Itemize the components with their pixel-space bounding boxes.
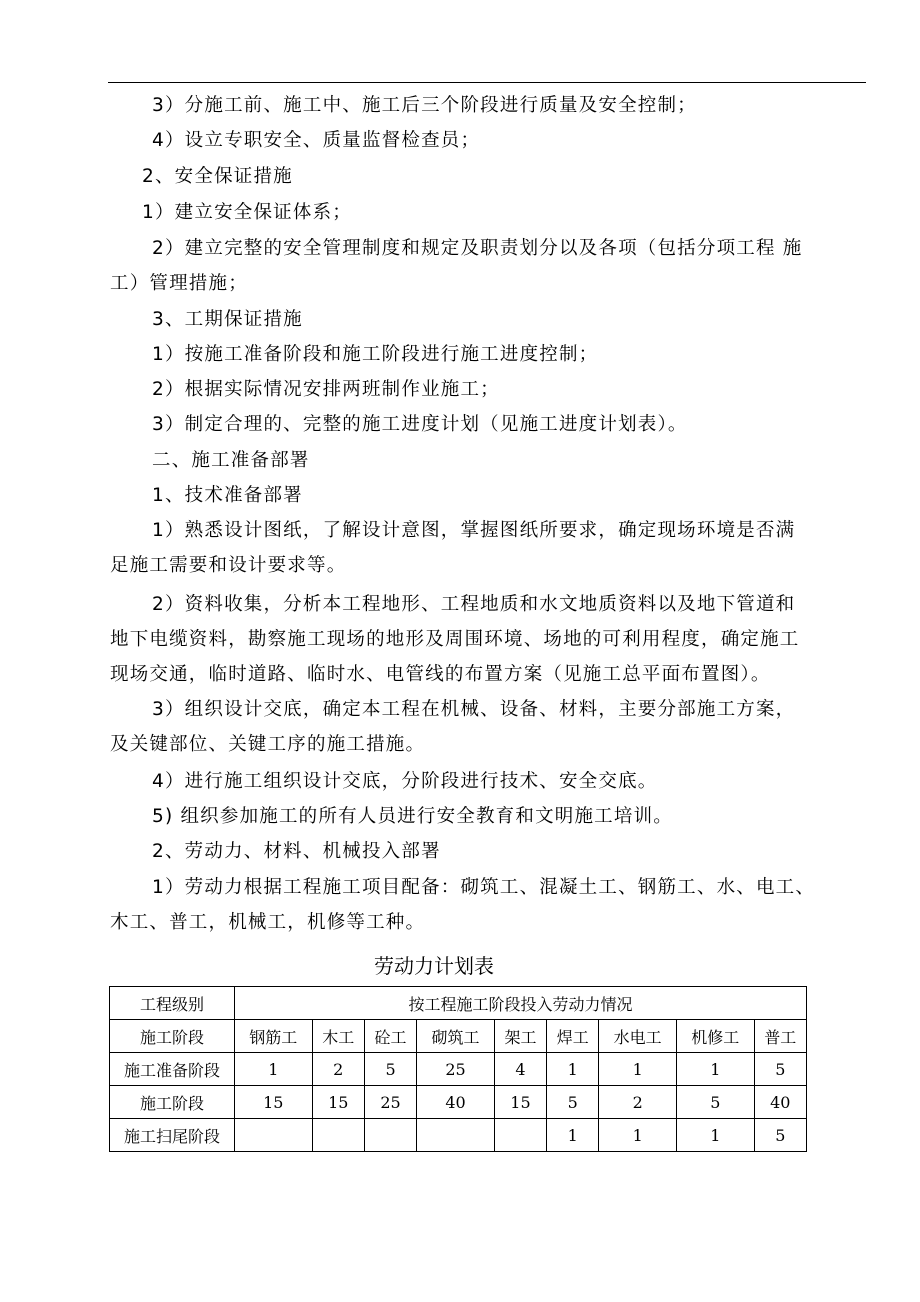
stage-label-cell: 施工阶段 bbox=[110, 1020, 235, 1053]
paragraph-org-briefing bbox=[110, 764, 868, 799]
paragraph-inspectors bbox=[110, 123, 868, 158]
value-cell: 25 bbox=[417, 1053, 495, 1086]
value-cell: 1 bbox=[677, 1053, 755, 1086]
trade-cell: 砌筑工 bbox=[417, 1020, 495, 1053]
value-cell: 2 bbox=[599, 1086, 677, 1119]
value-cell: 40 bbox=[754, 1086, 806, 1119]
trade-cell: 木工 bbox=[312, 1020, 364, 1053]
text-line: 1、技术准备部署 bbox=[152, 485, 303, 506]
heading-preparation bbox=[110, 443, 868, 478]
text-line: 木工、普工，机械工，机修等工种。 bbox=[110, 912, 426, 933]
value-cell: 15 bbox=[494, 1086, 546, 1119]
paragraph-quality-phases bbox=[110, 88, 868, 123]
text-line: 1）劳动力根据工程施工项目配备：砌筑工、混凝土工、钢筋工、水、电工、 bbox=[152, 877, 816, 898]
row-stage-cell: 施工阶段 bbox=[110, 1086, 235, 1119]
paragraph-safety-system bbox=[110, 195, 868, 230]
table-header-row bbox=[110, 987, 807, 1020]
heading-technical-prep bbox=[110, 478, 868, 513]
value-cell: 1 bbox=[235, 1053, 313, 1086]
text-line: 地下电缆资料，勘察施工现场的地形及周围环境、场地的可利用程度，确定施工 bbox=[110, 629, 800, 650]
text-line: 现场交通，临时道路、临时水、电管线的布置方案（见施工总平面布置图）。 bbox=[110, 664, 771, 685]
text-line: 1）熟悉设计图纸，了解设计意图，掌握图纸所要求，确定现场环境是否满 bbox=[152, 520, 796, 541]
value-cell: 1 bbox=[547, 1119, 599, 1152]
value-cell: 40 bbox=[417, 1086, 495, 1119]
paragraph-progress-control bbox=[110, 337, 868, 372]
text-line: 1）建立安全保证体系； bbox=[142, 202, 352, 223]
text-line: 2）资料收集，分析本工程地形、工程地质和水文地质资料以及地下管道和 bbox=[152, 594, 796, 615]
text-line: 5) 组织参加施工的所有人员进行安全教育和文明施工培训。 bbox=[152, 806, 673, 827]
header-span-cell: 按工程施工阶段投入劳动力情况 bbox=[235, 987, 807, 1020]
paragraph-training bbox=[110, 799, 868, 834]
value-cell bbox=[235, 1119, 313, 1152]
text-line: 及关键部位、关键工序的施工措施。 bbox=[110, 734, 426, 755]
text-line: 3）组织设计交底，确定本工程在机械、设备、材料，主要分部施工方案， bbox=[152, 699, 796, 720]
text-line: 工）管理措施； bbox=[110, 273, 248, 294]
text-line: 2、安全保证措施 bbox=[142, 166, 293, 187]
trade-cell: 钢筋工 bbox=[235, 1020, 313, 1053]
trade-cell: 普工 bbox=[754, 1020, 806, 1053]
row-stage-cell: 施工扫尾阶段 bbox=[110, 1119, 235, 1152]
text-line: 3、工期保证措施 bbox=[152, 309, 303, 330]
value-cell: 15 bbox=[235, 1086, 313, 1119]
value-cell: 5 bbox=[364, 1053, 416, 1086]
row-stage-cell: 施工准备阶段 bbox=[110, 1053, 235, 1086]
text-line: 2）建立完整的安全管理制度和规定及职责划分以及各项（包括分项工程 施 bbox=[152, 238, 803, 259]
trade-cell: 焊工 bbox=[547, 1020, 599, 1053]
paragraph-data-collection bbox=[110, 587, 868, 692]
header-label-cell: 工程级别 bbox=[110, 987, 235, 1020]
value-cell: 1 bbox=[547, 1053, 599, 1086]
value-cell: 15 bbox=[312, 1086, 364, 1119]
value-cell: 25 bbox=[364, 1086, 416, 1119]
value-cell: 4 bbox=[494, 1053, 546, 1086]
table-caption: 劳动力计划表 bbox=[374, 954, 494, 978]
heading-safety-measures bbox=[110, 159, 868, 194]
trade-cell: 砼工 bbox=[364, 1020, 416, 1053]
header-rule bbox=[108, 82, 866, 83]
table-row bbox=[110, 1119, 807, 1152]
heading-schedule-measures bbox=[110, 302, 868, 337]
table-row bbox=[110, 1053, 807, 1086]
value-cell: 5 bbox=[754, 1053, 806, 1086]
labor-plan-table bbox=[109, 986, 807, 1152]
value-cell: 1 bbox=[599, 1119, 677, 1152]
value-cell: 5 bbox=[547, 1086, 599, 1119]
heading-labor-materials bbox=[110, 834, 868, 869]
table-row bbox=[110, 1086, 807, 1119]
paragraph-schedule-plan bbox=[110, 407, 868, 442]
text-line: 足施工需要和设计要求等。 bbox=[110, 555, 347, 576]
trade-header-row bbox=[110, 1020, 807, 1053]
text-line: 2、劳动力、材料、机械投入部署 bbox=[152, 841, 441, 862]
value-cell bbox=[417, 1119, 495, 1152]
paragraph-drawings bbox=[110, 513, 868, 583]
text-line: 2）根据实际情况安排两班制作业施工； bbox=[152, 379, 500, 400]
text-line: 1）按施工准备阶段和施工阶段进行施工进度控制； bbox=[152, 344, 599, 365]
text-line: 3）分施工前、施工中、施工后三个阶段进行质量及安全控制； bbox=[152, 95, 697, 116]
trade-cell: 架工 bbox=[494, 1020, 546, 1053]
text-line: 二、施工准备部署 bbox=[152, 450, 310, 471]
paragraph-design-briefing bbox=[110, 692, 868, 762]
value-cell: 2 bbox=[312, 1053, 364, 1086]
trade-cell: 机修工 bbox=[677, 1020, 755, 1053]
text-line: 4）进行施工组织设计交底，分阶段进行技术、安全交底。 bbox=[152, 771, 658, 792]
value-cell bbox=[494, 1119, 546, 1152]
value-cell: 5 bbox=[754, 1119, 806, 1152]
trade-cell: 水电工 bbox=[599, 1020, 677, 1053]
value-cell: 5 bbox=[677, 1086, 755, 1119]
value-cell: 1 bbox=[677, 1119, 755, 1152]
value-cell bbox=[364, 1119, 416, 1152]
paragraph-two-shifts bbox=[110, 372, 868, 407]
value-cell: 1 bbox=[599, 1053, 677, 1086]
value-cell bbox=[312, 1119, 364, 1152]
text-line: 3）制定合理的、完整的施工进度计划（见施工进度计划表）。 bbox=[152, 414, 688, 435]
text-line: 4）设立专职安全、质量监督检查员； bbox=[152, 130, 481, 151]
paragraph-management-rules bbox=[110, 231, 868, 301]
paragraph-labor-trades bbox=[110, 870, 868, 940]
